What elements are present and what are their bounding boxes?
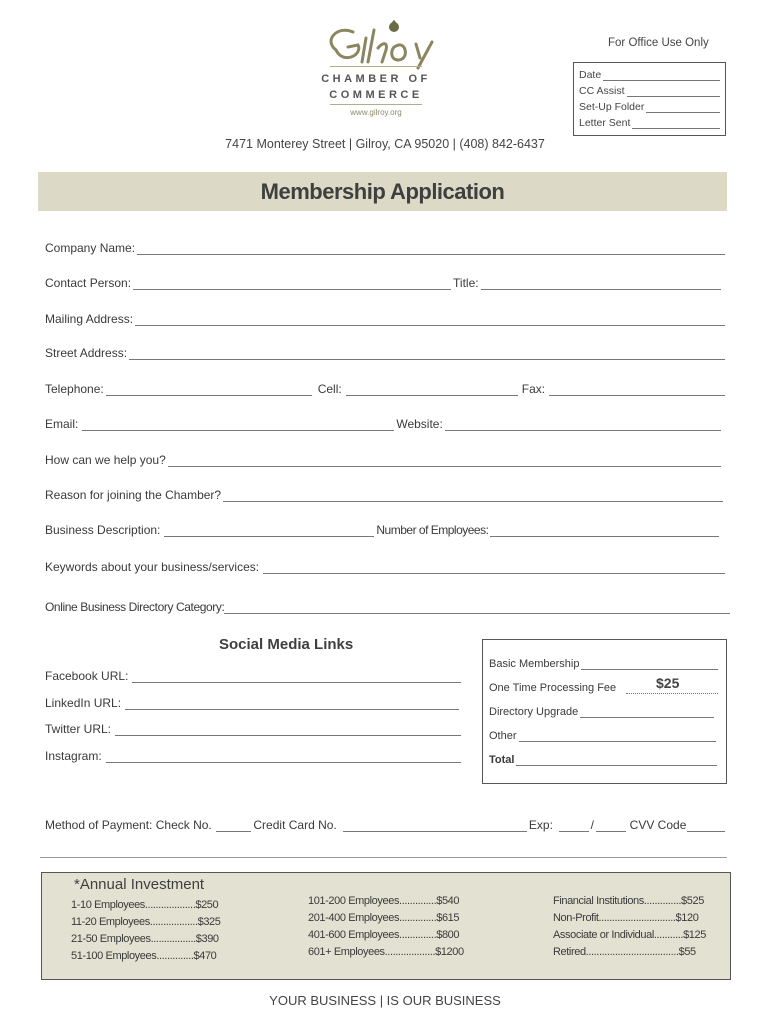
- credit-card-field[interactable]: [343, 819, 527, 832]
- directory-row: [45, 600, 730, 614]
- twitter-label: Twitter URL:: [45, 722, 112, 736]
- logo-commerce: COMMERCE: [329, 89, 423, 101]
- help-field[interactable]: [168, 454, 721, 467]
- office-date-line[interactable]: [603, 70, 720, 81]
- cell-field[interactable]: [346, 383, 518, 396]
- logo-chamber-of: CHAMBER OF: [321, 73, 431, 85]
- fee-row-directory: [489, 706, 714, 718]
- basic-membership-field[interactable]: [581, 659, 718, 670]
- office-use-title: For Office Use Only: [608, 37, 709, 49]
- office-setup-folder-line[interactable]: [646, 102, 720, 113]
- payment-method-label: Method of Payment: Check No.: [45, 818, 212, 832]
- logo-rule-bottom: [330, 104, 422, 105]
- investment-item: Non-Profit.............................$120: [553, 912, 699, 924]
- investment-item: Associate or Individual...........$125: [553, 929, 706, 941]
- instagram-label: Instagram:: [45, 749, 102, 763]
- keywords-label: Keywords about your business/services:: [45, 560, 260, 574]
- investment-item: 601+ Employees...................$1200: [308, 946, 464, 958]
- logo-rule-top: [330, 66, 422, 67]
- annual-investment-title: *Annual Investment: [74, 876, 205, 893]
- directory-upgrade-label: Directory Upgrade: [489, 706, 579, 718]
- office-use-box: [573, 62, 726, 136]
- fee-row-other: [489, 730, 716, 742]
- exp-month-field[interactable]: [559, 819, 589, 832]
- fee-row-total: [489, 754, 717, 766]
- investment-item: 21-50 Employees.................$390: [71, 933, 219, 945]
- website-field[interactable]: [445, 418, 721, 431]
- business-description-field[interactable]: [164, 524, 374, 537]
- website-label: Website:: [396, 417, 443, 431]
- reason-row: [45, 488, 725, 502]
- contact-person-field[interactable]: [133, 277, 451, 290]
- title-label: Title:: [453, 276, 479, 290]
- telephone-field[interactable]: [106, 383, 312, 396]
- contact-person-label: Contact Person:: [45, 276, 132, 290]
- office-row-letter-sent: Letter Sent: [579, 117, 720, 129]
- reason-label: Reason for joining the Chamber?: [45, 488, 222, 502]
- email-row: [45, 417, 723, 431]
- telephone-label: Telephone:: [45, 382, 104, 396]
- company-name-row: [45, 241, 727, 255]
- company-name-label: Company Name:: [45, 241, 136, 255]
- basic-membership-label: Basic Membership: [489, 658, 580, 670]
- business-description-label: Business Description:: [45, 523, 161, 537]
- investment-item: 101-200 Employees..............$540: [308, 895, 460, 907]
- cvv-field[interactable]: [687, 819, 725, 832]
- office-row-date: Date: [579, 69, 720, 81]
- facebook-row: [45, 669, 463, 683]
- chamber-address: 7471 Monterey Street | Gilroy, CA 95020 | (408) 842-6437: [225, 137, 545, 151]
- directory-category-label: Online Business Directory Category:: [45, 600, 225, 614]
- help-row: [45, 453, 723, 467]
- office-cc-assist-line[interactable]: [627, 86, 720, 97]
- keywords-field[interactable]: [263, 561, 725, 574]
- email-label: Email:: [45, 417, 79, 431]
- investment-item: 401-600 Employees..............$800: [308, 929, 460, 941]
- social-media-title: Social Media Links: [219, 636, 354, 653]
- investment-item: 51-100 Employees..............$470: [71, 950, 217, 962]
- street-address-field[interactable]: [129, 347, 725, 360]
- section-divider: [40, 857, 727, 858]
- office-row-cc-assist: CC Assist: [579, 85, 720, 97]
- other-field[interactable]: [519, 731, 716, 742]
- linkedin-row: [45, 696, 461, 710]
- other-label: Other: [489, 730, 517, 742]
- help-label: How can we help you?: [45, 453, 166, 467]
- business-row: [45, 523, 721, 537]
- employees-field[interactable]: [490, 524, 719, 537]
- twitter-field[interactable]: [115, 723, 461, 736]
- investment-item: 11-20 Employees..................$325: [71, 916, 221, 928]
- linkedin-label: LinkedIn URL:: [45, 696, 122, 710]
- facebook-field[interactable]: [132, 670, 461, 683]
- investment-item: Retired...................................$55: [553, 946, 696, 958]
- fee-row-basic: [489, 658, 718, 670]
- title-field[interactable]: [481, 277, 721, 290]
- check-number-field[interactable]: [216, 819, 252, 832]
- total-field[interactable]: [516, 755, 717, 766]
- email-field[interactable]: [82, 418, 394, 431]
- logo-url: www.gilroy.org: [350, 108, 402, 117]
- instagram-field[interactable]: [106, 750, 461, 763]
- fax-label: Fax:: [521, 382, 546, 396]
- exp-year-field[interactable]: [596, 819, 626, 832]
- investment-item: 201-400 Employees..............$615: [308, 912, 460, 924]
- fax-field[interactable]: [549, 383, 725, 396]
- investment-item: Financial Institutions..............$525: [553, 895, 704, 907]
- facebook-label: Facebook URL:: [45, 669, 129, 683]
- cell-label: Cell:: [317, 382, 342, 396]
- street-address-row: [45, 346, 727, 360]
- membership-fee-box: [482, 639, 727, 784]
- investment-item: 1-10 Employees...................$250: [71, 899, 219, 911]
- directory-category-field[interactable]: [224, 601, 730, 614]
- linkedin-field[interactable]: [125, 697, 459, 710]
- twitter-row: [45, 722, 463, 736]
- employees-label: Number of Employees:: [376, 523, 489, 537]
- office-row-setup-folder: Set-Up Folder: [579, 101, 720, 113]
- instagram-row: [45, 749, 463, 763]
- cvv-label: CVV Code: [629, 818, 687, 832]
- page-title: Membership Application: [260, 179, 505, 204]
- mailing-address-field[interactable]: [135, 313, 725, 326]
- company-name-field[interactable]: [137, 242, 725, 255]
- title-banner: [38, 172, 727, 211]
- gilroy-logo-icon: [318, 20, 448, 70]
- phone-row: [45, 382, 727, 396]
- reason-field[interactable]: [223, 489, 723, 502]
- mailing-address-label: Mailing Address:: [45, 312, 134, 326]
- footer-tagline: YOUR BUSINESS | IS OUR BUSINESS: [269, 993, 501, 1008]
- payment-row: [45, 818, 727, 832]
- directory-upgrade-field[interactable]: [580, 707, 714, 718]
- mailing-address-row: [45, 312, 727, 326]
- fee-row-processing: [489, 682, 718, 694]
- street-address-label: Street Address:: [45, 346, 128, 360]
- keywords-row: [45, 560, 727, 574]
- contact-row: [45, 276, 723, 290]
- credit-card-label: Credit Card No.: [253, 818, 337, 832]
- exp-label: Exp:: [528, 818, 553, 832]
- processing-fee-amount: $25: [656, 675, 680, 691]
- exp-slash: /: [590, 818, 594, 832]
- processing-fee-label: One Time Processing Fee: [489, 682, 617, 694]
- office-letter-sent-line[interactable]: [632, 118, 720, 129]
- total-label: Total: [489, 754, 515, 766]
